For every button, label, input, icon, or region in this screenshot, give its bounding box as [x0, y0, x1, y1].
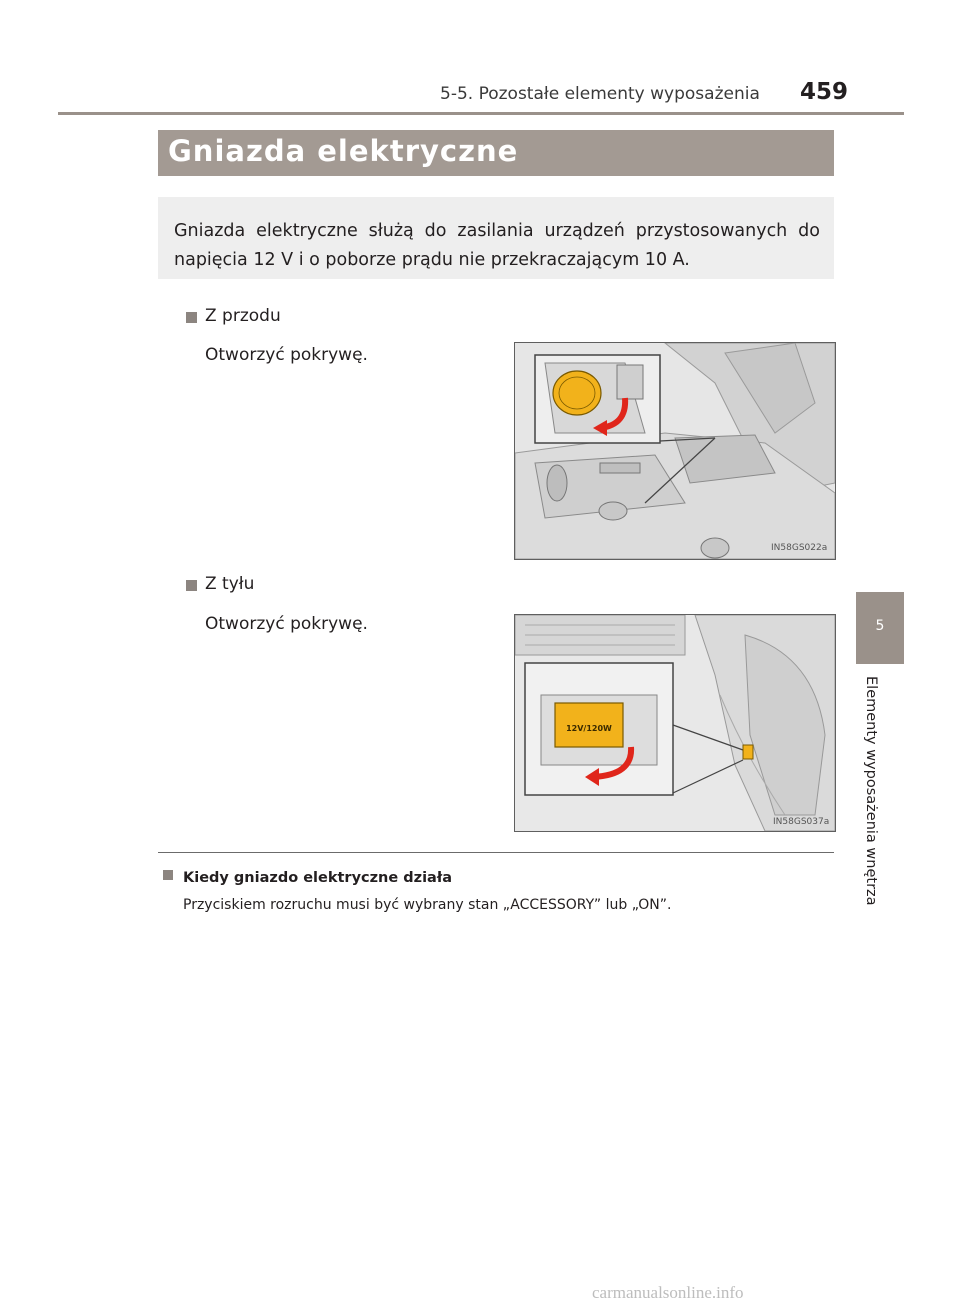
rear-heading: Z tyłu	[205, 574, 255, 594]
watermark: carmanualsonline.info	[592, 1283, 744, 1302]
rear-console-illustration	[515, 615, 835, 831]
socket-cap-label: 12V/120W	[566, 724, 612, 733]
front-instruction: Otworzyć pokrywę.	[205, 345, 368, 365]
front-socket-figure	[514, 342, 836, 560]
section-banner	[158, 130, 834, 176]
page-number: 459	[800, 79, 849, 105]
front-console-illustration	[515, 343, 835, 559]
intro-box	[158, 197, 834, 279]
square-bullet-icon	[186, 580, 197, 591]
note-text: Przyciskiem rozruchu musi być wybrany stan „ACCESSORY” lub „ON”.	[183, 897, 672, 913]
front-heading: Z przodu	[205, 306, 281, 326]
square-bullet-icon	[163, 870, 173, 880]
note-heading: Kiedy gniazdo elektryczne działa	[183, 870, 453, 886]
note-divider	[158, 852, 834, 853]
chapter-number: 5	[875, 618, 885, 634]
square-bullet-icon	[186, 312, 197, 323]
chapter-tab	[856, 592, 904, 664]
running-header: 5-5. Pozostałe elementy wyposażenia	[440, 84, 760, 104]
rear-figure-code: IN58GS037a	[773, 817, 830, 827]
front-figure-code: IN58GS022a	[771, 543, 828, 553]
rear-socket-figure	[514, 614, 836, 832]
section-title: Gniazda elektryczne	[168, 134, 519, 168]
chapter-label: Elementy wyposażenia wnętrza	[863, 676, 879, 906]
intro-text: Gniazda elektryczne służą do zasilania urządzeń przystosowanych do napięcia 12 V i o poborze prądu nie przekraczającym 10 A.	[174, 221, 820, 270]
header-rule	[58, 112, 904, 115]
rear-instruction: Otworzyć pokrywę.	[205, 614, 368, 634]
